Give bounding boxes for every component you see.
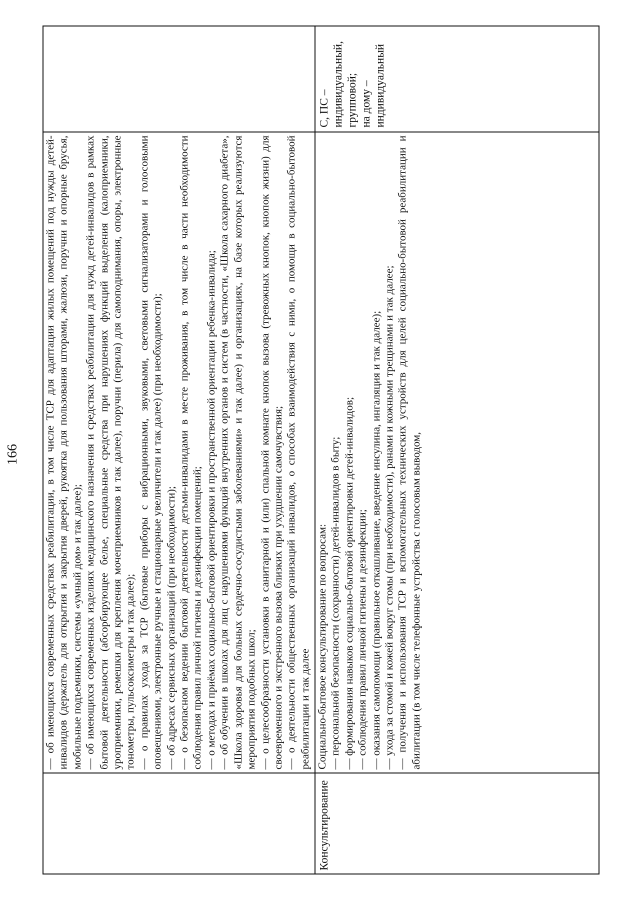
form-line: индивидуальный [374, 43, 387, 128]
table-row-bottom [315, 26, 599, 874]
service-form-top [44, 27, 48, 132]
list-item: — о целесообразности установки в санитарной и (или) спальной комнате кнопок вызова (тревожных кнопок, кнопок жизни) для своевременного и экстренного вызова близких при ухудшении самочувствия; [259, 135, 285, 770]
list-item: — формирования навыков социально-бытовой ориентировки детей-инвалидов; [343, 396, 356, 770]
service-content-cell-top [43, 132, 315, 773]
service-content-cell-bottom [315, 132, 599, 773]
service-type-cell-top [43, 773, 315, 874]
form-line: групповой; [346, 72, 359, 128]
service-type-cell-bottom [315, 773, 599, 874]
service-type-label [44, 774, 48, 874]
list-item: — об имеющихся современных средствах реабилитации, в том числе ТСР для адаптации жилых помещений под нужды детей-инвалидов (держатель для открытия и закрытия дверей, рукоятка для пользования шторами, жалюзи, поручни и опорные брусья, мобильные подъемники, системы «умный дом» и так далее); [44, 135, 84, 770]
list-item: — о безопасном ведении бытовой деятельности детьми-инвалидами в месте проживания, в том числе в части необходимости соблюдения правил личной гигиены и дезинфекции помещений; [178, 135, 204, 770]
service-form-cell-bottom [315, 26, 599, 132]
rotated-document-page [5, 30, 599, 875]
service-content-top [44, 133, 314, 773]
form-line: индивидуальный, [332, 41, 345, 128]
list-item: — о правилах ухода за ТСР (бытовые приборы с вибрационными, звуковыми, световыми сигнализаторами и голосовыми оповещениями, электронные ручные и стационарные увеличители и так далее) (при необходимости); [138, 135, 164, 770]
list-item: — соблюдения правил личной гигиены и дезинфекции; [356, 509, 369, 770]
list-item: — ухода за стомой и кожей вокруг стомы (при необходимости), ранами и кожными трещинами и так далее; [383, 265, 396, 770]
service-content-bottom [316, 133, 425, 773]
table-row-top [43, 26, 315, 874]
list-item: — об имеющихся современных изделиях медицинского назначения и средствах реабилитации для нужд детей-инвалидов в рамках бытовой деятельности (абсорбирующее белье, специальные средства при нарушениях функций выделения (калоприемники, уроприемники, ремешки для крепления мочеприемников и так далее), поручни (перила) для самоподнимания, опоры, электронные тонометры, пульсоксиметры и так далее); [84, 135, 137, 770]
list-item: — об обучении в школах для лиц с нарушениями функций внутренних органов и систем (в частности, «Школа сахарного диабета», «Школа здоровья для больных сердечно-сосудистыми заболеваниями» и так далее) и организациях, на базе которых реализуются мероприятия подобных школ; [218, 135, 258, 770]
page-number: 166 [5, 444, 21, 465]
list-item: — получения и использования ТСР и вспомогательных технических устройств для целей социально-бытовой реабилитации и абилитации (в том числе телефонные устройства с голосовым выводом, [396, 135, 423, 770]
list-heading: Социально-бытовое консультирование по вопросам: [316, 523, 329, 770]
form-line: С, ПС – [318, 89, 331, 128]
rehabilitation-services-table [43, 26, 600, 875]
service-type-label: Консультирование [318, 780, 331, 871]
list-item: — персональной безопасности (сохранности) детей-инвалидов в быту; [329, 436, 342, 770]
list-item: — об адресах сервисных организаций (при необходимости); [165, 486, 178, 770]
form-line: на дому – [360, 80, 373, 128]
list-item: — о методах и приёмах социально-бытовой ориентировки и пространственной ориентации ребенка-инвалида; [205, 250, 218, 770]
list-item: — оказания самопомощи (правильное откашливание, введение инсулина, ингаляция и так далее); [370, 310, 383, 770]
service-form-cell-top [43, 26, 315, 132]
list-item: — о деятельности общественных организаций инвалидов, о способах взаимодействия с ними, о помощи в социально-бытовой реабилитации и так далее [285, 135, 312, 770]
service-form-bottom [316, 27, 390, 132]
